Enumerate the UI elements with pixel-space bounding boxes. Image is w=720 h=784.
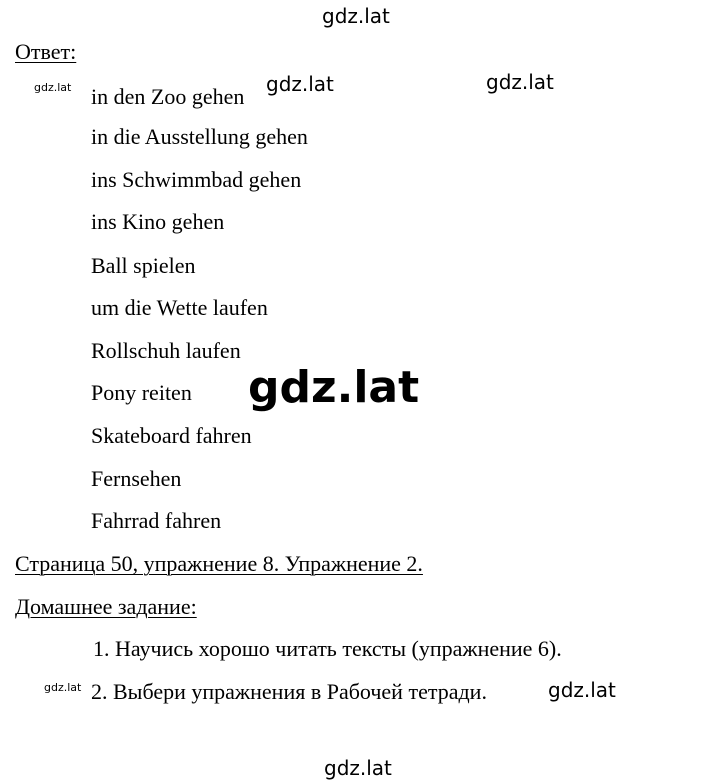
phrase-item: Ball spielen xyxy=(91,253,196,278)
watermark-small-homework: gdz.lat xyxy=(44,681,82,694)
watermark-bottom: gdz.lat xyxy=(324,756,392,780)
phrase-item: ins Kino gehen xyxy=(91,209,225,234)
phrase-item: in den Zoo gehen xyxy=(91,84,245,109)
phrase-item: ins Schwimmbad gehen xyxy=(91,167,302,192)
phrase-item: Fahrrad fahren xyxy=(91,508,222,533)
watermark-right: gdz.lat xyxy=(486,70,554,94)
phrase-item: Fernsehen xyxy=(91,466,182,491)
phrase-item: Skateboard fahren xyxy=(91,423,252,448)
phrase-item: um die Wette laufen xyxy=(91,295,268,320)
watermark-large-center: gdz.lat xyxy=(248,362,420,413)
homework-item: 2. Выбери упражнения в Рабочей тетради. xyxy=(91,679,487,704)
watermark-after-zoo: gdz.lat xyxy=(266,72,334,96)
homework-heading: Домашнее задание: xyxy=(15,594,197,619)
exercise-reference: Страница 50, упражнение 8. Упражнение 2. xyxy=(15,551,423,576)
phrase-item: in die Ausstellung gehen xyxy=(91,124,308,149)
answer-heading: Ответ: xyxy=(15,39,77,64)
watermark-homework-end: gdz.lat xyxy=(548,678,616,702)
watermark-top: gdz.lat xyxy=(322,4,390,28)
phrase-item: Rollschuh laufen xyxy=(91,338,241,363)
watermark-small-left: gdz.lat xyxy=(34,81,72,94)
phrase-item: Pony reiten xyxy=(91,380,192,405)
homework-item: 1. Научись хорошо читать тексты (упражнение 6). xyxy=(93,636,562,661)
